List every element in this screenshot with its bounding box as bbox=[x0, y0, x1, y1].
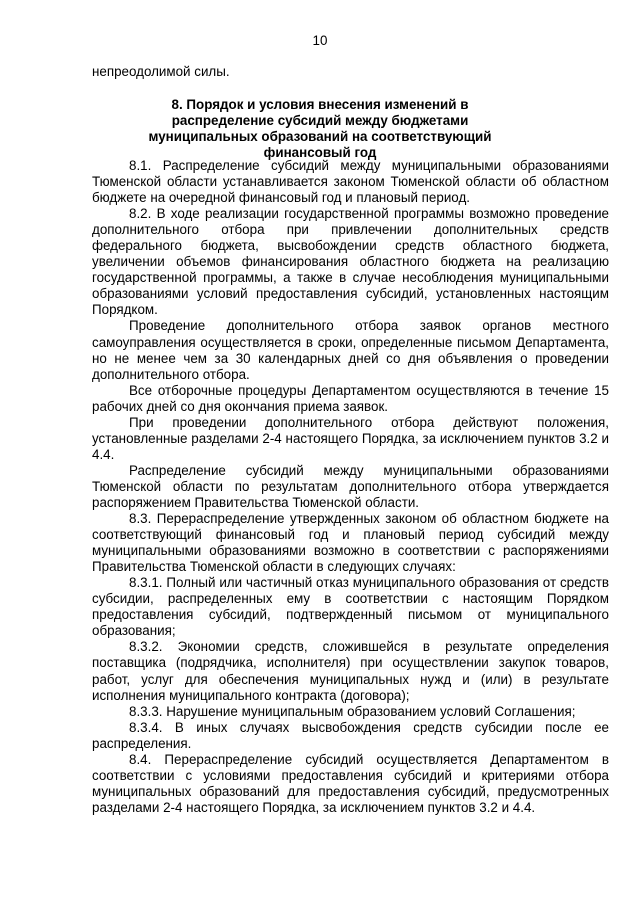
paragraph-8-3: 8.3. Перераспределение утвержденных законом об областном бюджете на соответствующий финансовый год и плановый период субсидий между муниципальными образованиями возможно в соответствии с распоряжениями Правительства Тюменской области в следующих случаях: bbox=[92, 511, 609, 575]
paragraph-8-1: 8.1. Распределение субсидий между муниципальными образованиями Тюменской области устанавливается законом Тюменской области об областном бюджете на очередной финансовый год и плановый период. bbox=[92, 158, 609, 206]
paragraph-8-3-2: 8.3.2. Экономии средств, сложившейся в результате определения поставщика (подрядчика, исполнителя) при осуществлении закупок товаров, работ, услуг для обеспечения муниципальных нужд и (или) в результате исполнения муниципального контракта (договора); bbox=[92, 639, 609, 703]
paragraph-8-4: 8.4. Перераспределение субсидий осуществляется Департаментом в соответствии с условиями предоставления субсидий и критериями отбора муниципальных образований для предоставления субсидий, предусмотренных разделами 2-4 настоящего Порядка, за исключением пунктов 3.2 и 4.4. bbox=[92, 751, 609, 815]
page-number: 10 bbox=[312, 33, 328, 48]
section-title: 8. Порядок и условия внесения изменений в распределение субсидий между бюджетами муниципальных образований на соответствующий финансовый год bbox=[148, 97, 492, 161]
paragraph-8-3-1: 8.3.1. Полный или частичный отказ муниципального образования от средств субсидии, распределенных ему в соответствии с настоящим Порядком предоставления субсидий, подтвержденный письмом от муниципального образования; bbox=[92, 575, 609, 639]
paragraph-applicable-provisions: При проведении дополнительного отбора действуют положения, установленные разделами 2-4 настоящего Порядка, за исключением пунктов 3.2 и 4.4. bbox=[92, 414, 609, 462]
paragraph-8-3-3: 8.3.3. Нарушение муниципальным образованием условий Соглашения; bbox=[129, 703, 576, 719]
paragraph-8-2: 8.2. В ходе реализации государственной программы возможно проведение дополнительного отбора при привлечении дополнительных средств федерального бюджета, высвобождении средств областного бюджета, увеличении объемов финансирования областного бюджета на реализацию государственной программы, а также в случае несоблюдения муниципальными образованиями условий предоставления субсидий, установленных настоящим Порядком. bbox=[92, 206, 609, 318]
paragraph-selection-procedures: Все отборочные процедуры Департаментом осуществляются в течение 15 рабочих дней со дня окончания приема заявок. bbox=[92, 382, 609, 414]
continuation-line: непреодолимой силы. bbox=[92, 64, 230, 79]
paragraph-8-3-4: 8.3.4. В иных случаях высвобождения средств субсидии после ее распределения. bbox=[92, 719, 609, 751]
section-body bbox=[92, 158, 609, 816]
paragraph-additional-selection-terms: Проведение дополнительного отбора заявок органов местного самоуправления осуществляется в сроки, определенные письмом Департамента, но не менее чем за 30 календарных дней со дня объявления о проведении дополнительного отбора. bbox=[92, 318, 609, 382]
paragraph-distribution-approval: Распределение субсидий между муниципальными образованиями Тюменской области по результатам дополнительного отбора утверждается распоряжением Правительства Тюменской области. bbox=[92, 462, 609, 510]
